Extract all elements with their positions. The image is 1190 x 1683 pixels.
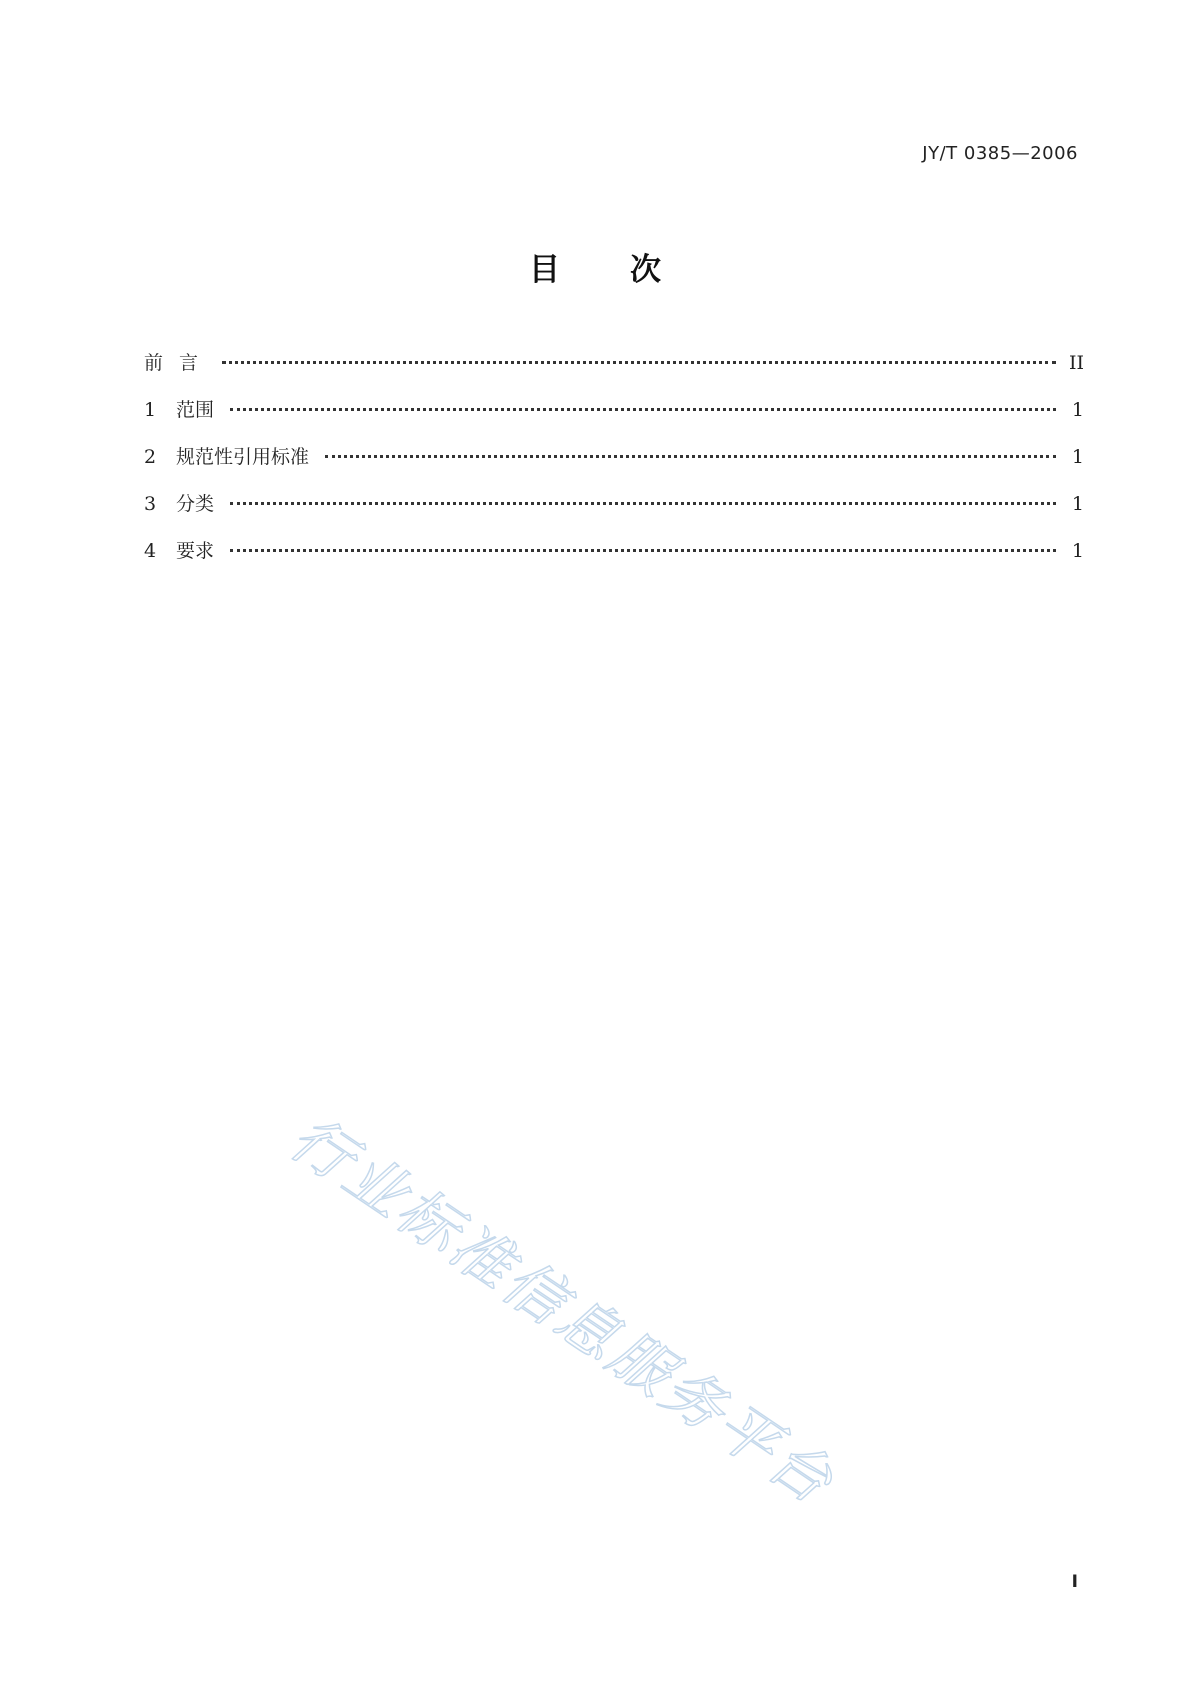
- toc-label: 范围: [176, 399, 215, 421]
- toc-number: 2: [144, 446, 157, 468]
- toc-page: 1: [1071, 446, 1084, 468]
- toc-entry-scope[interactable]: [144, 395, 1084, 442]
- toc-number: 1: [144, 399, 157, 421]
- toc-page: 1: [1071, 540, 1084, 562]
- toc-label: 规范性引用标准: [176, 446, 310, 468]
- toc-page: 1: [1071, 493, 1084, 515]
- toc-leader-dots: [230, 408, 1056, 411]
- toc-entry-classification[interactable]: [144, 489, 1084, 536]
- page-title: [0, 244, 1190, 289]
- toc-leader-dots: [230, 502, 1056, 505]
- toc-label: 要求: [176, 540, 215, 562]
- toc-page: II: [1068, 352, 1084, 374]
- toc-entry-foreword[interactable]: [144, 348, 1084, 395]
- toc-leader-dots: [230, 549, 1056, 552]
- toc-leader-dots: [325, 455, 1056, 458]
- toc-label: 分类: [176, 493, 215, 515]
- title-char-left: 目: [529, 252, 560, 288]
- page-number: I: [1071, 1572, 1078, 1592]
- toc-entry-requirements[interactable]: [144, 536, 1084, 583]
- toc-entry-normative-references[interactable]: [144, 442, 1084, 489]
- toc-page: 1: [1071, 399, 1084, 421]
- toc-number: 4: [144, 540, 157, 562]
- watermark: 行业标准信息服务平台: [277, 1103, 848, 1520]
- standard-code: JY/T 0385—2006: [922, 143, 1078, 164]
- table-of-contents: [144, 348, 1084, 583]
- title-char-right: 次: [630, 252, 661, 288]
- toc-leader-dots: [222, 361, 1056, 364]
- toc-label: 前言: [144, 352, 215, 374]
- toc-number: 3: [144, 493, 157, 515]
